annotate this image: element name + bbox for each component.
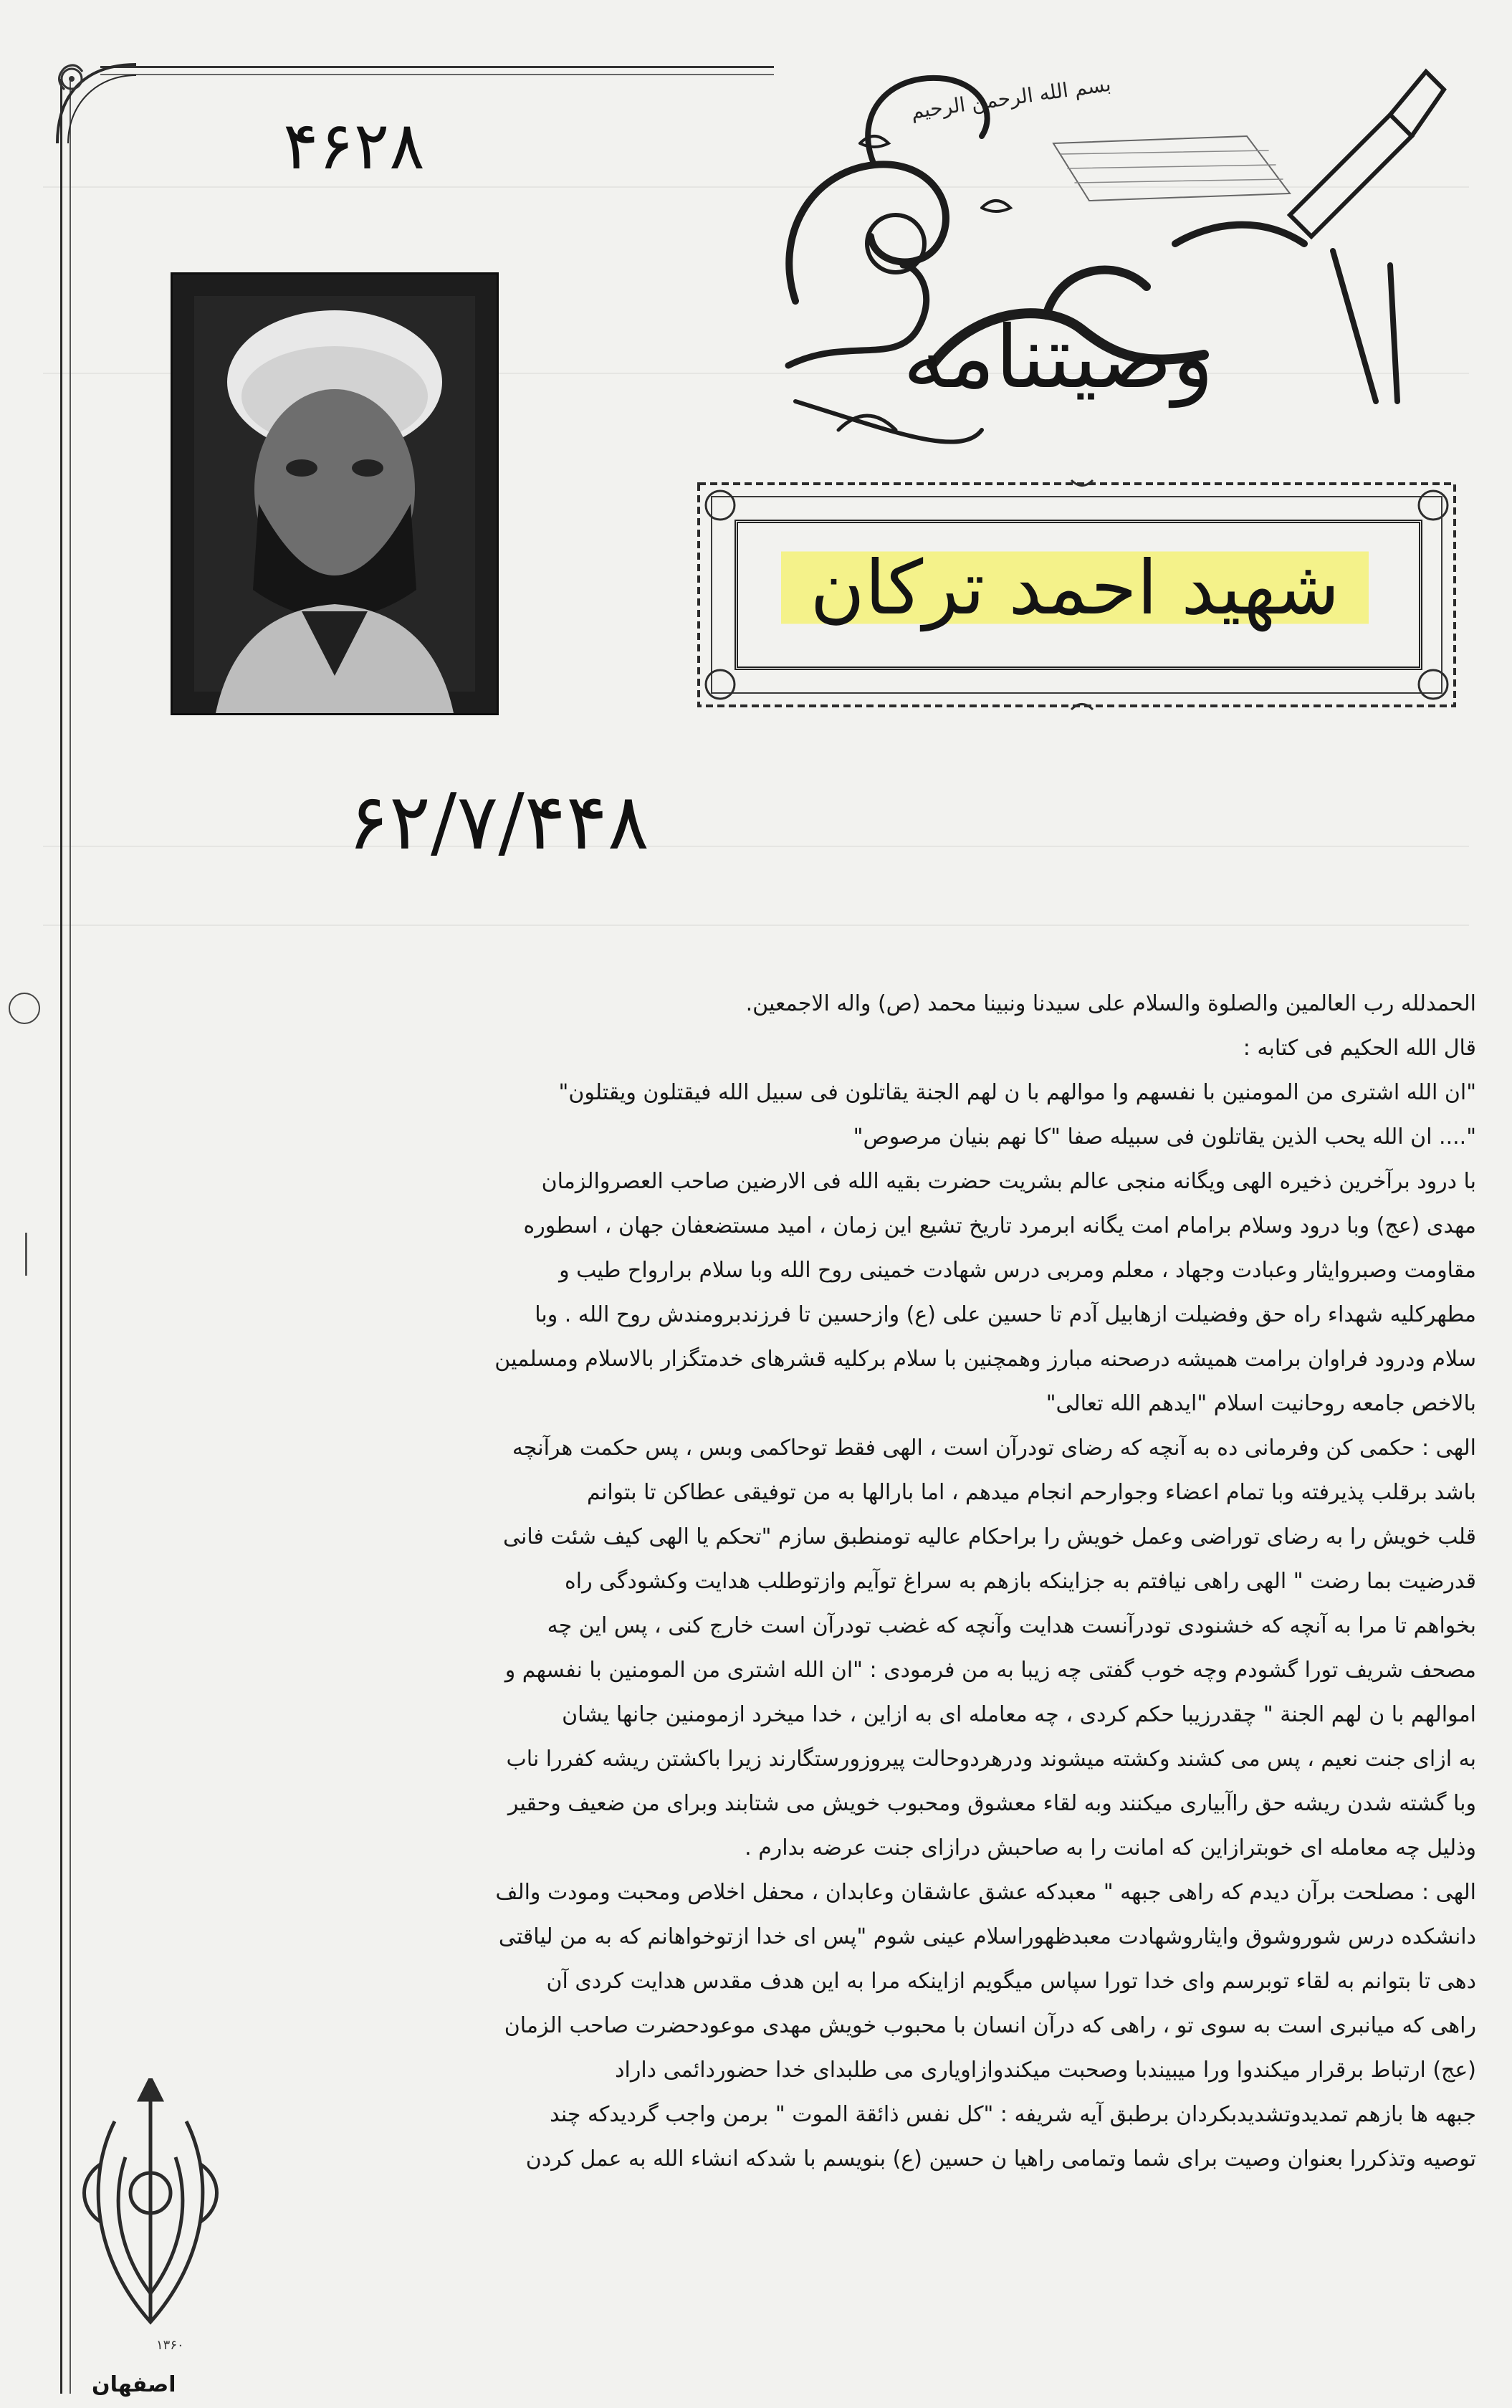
body-line: با درود برآخرین ذخیره الهی ویگانه منجی عالم بشریت حضرت بقیه الله فی الارضین صاحب العصروالزمان: [541, 1169, 1476, 1194]
border-frame-top: [100, 66, 774, 75]
body-line: اموالهم با ن لهم الجنة " چقدرزیبا حکم کردی ، چه معامله ای به ازاین ، خدا میخرد ازمومنین جانها یشان: [562, 1702, 1476, 1727]
body-line: قدرضیت بما رضت " الهی راهی نیافتم به جزاینکه بازهم به سراغ توآیم وازتوطلب هدایت وکشودگی راه: [565, 1569, 1476, 1594]
body-line: به ازای جنت نعیم ، پس می کشند وکشته میشوند ودرهردوحالت پیروزورستگارند زیرا باکشتن ریشه کفررا ناب: [506, 1747, 1476, 1772]
body-line: دهی تا بتوانم به لقاء توبرسم وای خدا تورا سپاس میگویم ازاینکه مرا به این هدف مقدس هدایت کردی آن: [546, 1969, 1476, 1994]
body-line: سلام ودرود فراوان برامت همیشه درصحنه مبارز وهمچنین با سلام برکلیه قشرهای خدمتگزار بالاسلام ومسلمین: [494, 1347, 1476, 1372]
body-line: (عج) ارتباط برقرار میکندوا ورا میبیندبا وصحبت میکندوازاویاری می طلبدای خدا حضوردائمی داراد: [615, 2058, 1476, 2083]
body-line: "ان الله اشتری من المومنین با نفسهم وا موالهم با ن لهم الجنة یقاتلون فی سبیل الله فیقتلون ویقتلون": [558, 1080, 1476, 1105]
body-line: راهی که میانبری است به سوی تو ، راهی که درآن انسان با محبوب خویش مهدی موعودحضرت صاحب الزمان: [504, 2013, 1476, 2038]
date-number-handwritten: ۶۲/۷/۴۴۸: [348, 778, 649, 867]
body-line: مهدی (عج) وبا درود وسلام برامام امت یگانه ابرمرد تاریخ تشیع این زمان ، امید مستضعفان جهان ، اسطوره: [523, 1213, 1476, 1238]
header-bismillah: بسم الله الرحمن الرحیم: [909, 72, 1113, 124]
martyr-name-title: شهید احمد ترکان: [781, 545, 1369, 631]
margin-mark-icon: [9, 993, 40, 1024]
body-line: دانشکده درس شوروشوق وایثاروشهادت معبدظهوراسلام عینی شوم "پس ای خدا ازتوخواهانم که به من لیاقتی: [498, 1924, 1476, 1949]
body-line: قلب خویش را به رضای توراضی وعمل خویش را براحکام عالیه تومنطبق سازم "تحکم یا الهی کیف شئت فانی: [502, 1524, 1476, 1549]
body-line: الهی : حکمی کن وفرمانی ده به آنچه که رضای تودرآن است ، الهی فقط توحاکمی وبس ، پس حکمت هرآنچه: [512, 1435, 1476, 1461]
body-line: الحمدلله رب العالمین والصلوة والسلام علی سیدنا ونبینا محمد (ص) واله الاجمعین.: [745, 991, 1476, 1016]
scan-artifact: [43, 846, 1469, 847]
margin-mark-icon: [25, 1233, 43, 1276]
body-line: مطهرکلیه شهداء راه حق وفضیلت ازهابیل آدم تا حسین علی (ع) وازحسین تا فرزندبرومندش روح الله . وبا: [535, 1302, 1476, 1327]
body-line: وذلیل چه معامله ای خوبترازاین که امانت را به صاحبش درازای جنت عرضه بدارم .: [745, 1835, 1476, 1860]
body-line: بالاخص جامعه روحانیت اسلام "ایدهم الله تعالی": [1046, 1391, 1476, 1416]
body-line: جبهه ها بازهم تمدیدوتشدیدبکردان برطبق آیه شریفه : "کل نفس ذائقة الموت " برمن واجب گردیدکه چند: [550, 2102, 1476, 2127]
body-line: توصیه وتذکررا بعنوان وصیت برای شما وتمامی راهیا ن حسین (ع) بنویسم با شدکه انشاء الله به عمل کردن: [525, 2146, 1476, 2172]
body-line: مصحف شریف تورا گشودم وچه خوب گفتی چه زیبا به من فرمودی : "ان الله اشتری من المومنین با نفسهم و: [504, 1658, 1476, 1683]
revolutionary-guards-emblem-icon: [72, 2078, 229, 2379]
will-body-text: [72, 982, 1476, 2182]
body-line: باشد برقلب پذیرفته وبا تمام اعضاء وجوارحم انجام میدهم ، اما بارالها به من توفیقی عطاکن تا بتوانم: [587, 1480, 1476, 1505]
emblem-year: ۱۳۶۰: [156, 2338, 184, 2353]
corner-ornament-icon: [43, 50, 150, 158]
body-line: وبا گشته شدن ریشه حق راآبیاری میکنند وبه لقاء معشوق ومحبوب خویش می شتابند وبرای من ضعیف وحقیر: [507, 1791, 1476, 1816]
body-line: مقاومت وصبروایثار وعبادت وجهاد ، معلم ومربی درس شهادت خمینی روح الله وبا سلام برارواح طیب و: [559, 1258, 1476, 1283]
body-line: بخواهم تا مرا به آنچه که خشنودی تودرآنست هدایت وآنچه که غضب تودرآن است خارج کنی ، پس این چه: [547, 1613, 1476, 1638]
body-line: الهی : مصلحت برآن دیدم که راهی جبهه " معبدکه عشق عاشقان وعابدان ، محفل اخلاص ومحبت ومودت والف: [495, 1880, 1476, 1905]
archive-number-handwritten: ۴۶۲۸: [283, 108, 425, 184]
portrait-photo: [171, 272, 499, 715]
city-label: اصفهان: [92, 2372, 176, 2397]
header-will-title: وصیتنامه: [903, 308, 1214, 408]
body-line: قال الله الحکیم فی کتابه :: [1243, 1036, 1476, 1061]
body-line: ".... ان الله یحب الذین یقاتلون فی سبیله صفا "کا نهم بنیان مرصوص": [853, 1124, 1476, 1150]
scan-artifact: [43, 924, 1469, 926]
border-frame-left: [60, 79, 71, 2394]
